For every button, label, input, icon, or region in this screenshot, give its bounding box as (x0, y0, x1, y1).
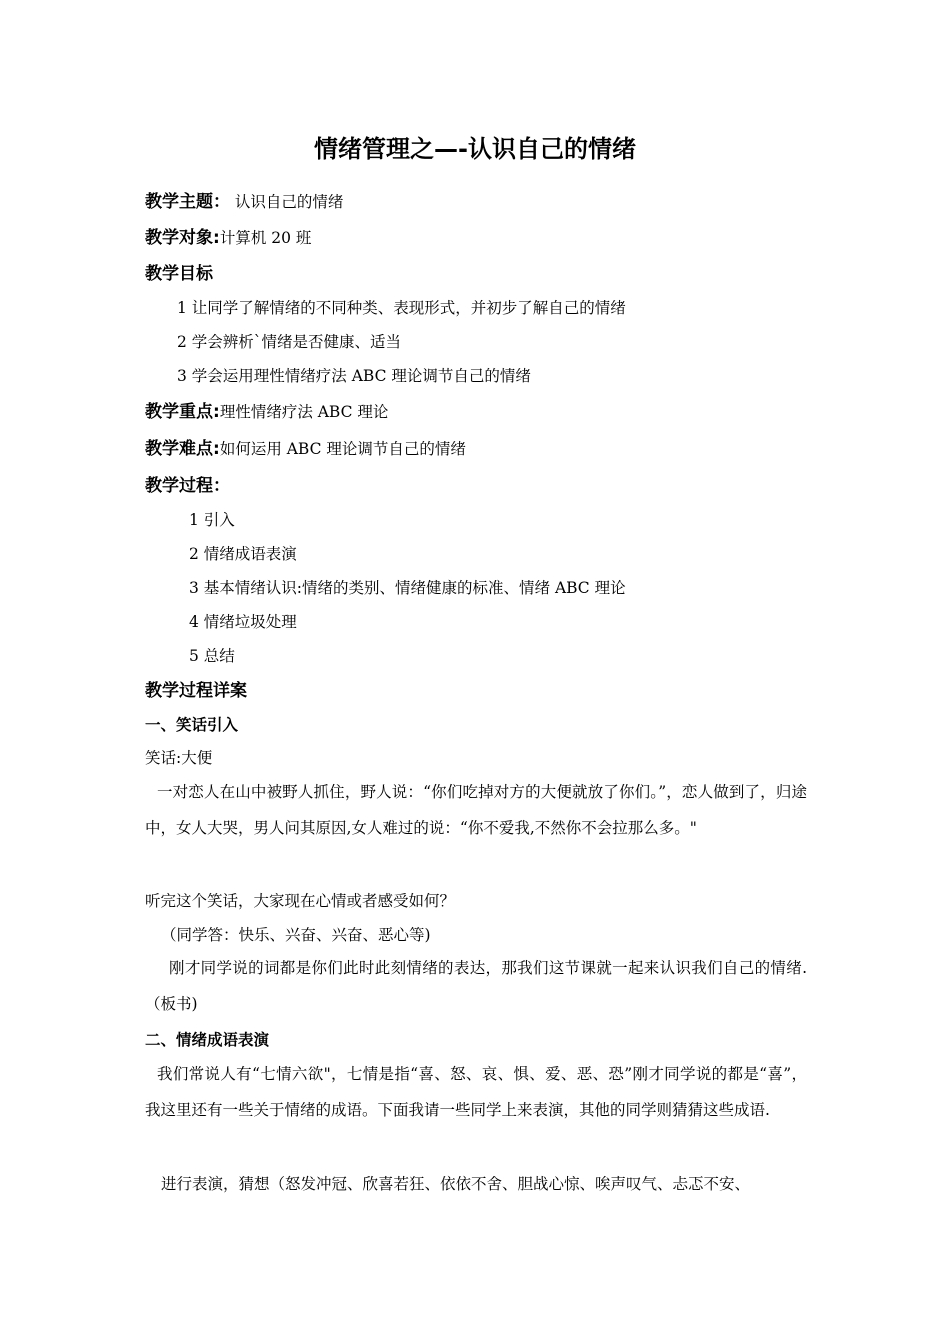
objective-item: 3 学会运用理性情绪疗法 ABC 理论调节自己的情绪 (177, 367, 531, 385)
process-item: 4 情绪垃圾处理 (189, 613, 297, 631)
difficulty-value: 如何运用 ABC 理论调节自己的情绪 (219, 440, 466, 458)
topic-label: 教学主题： (145, 192, 230, 212)
document-title: 情绪管理之—-认识自己的情绪 (314, 135, 636, 163)
process-item: 5 总结 (189, 647, 235, 665)
audience-label: 教学对象: (145, 228, 220, 248)
joke-text: 一对恋人在山中被野人抓住，野人说：“你们吃掉对方的大便就放了你们。”，恋人做到了，归途中，女人大哭，男人问其原因,女人难过的说：“你不爱我,不然你不会拉那么多。" (145, 783, 807, 837)
difficulty-label: 教学难点: (145, 439, 220, 459)
topic-line (145, 190, 343, 214)
key-point-value: 理性情绪疗法 ABC 理论 (219, 403, 389, 421)
detail-heading: 教学过程详案 (145, 681, 247, 701)
section2-heading: 二、情绪成语表演 (145, 1031, 270, 1049)
joke-label: 笑话:大便 (145, 749, 213, 767)
objective-item: 2 学会辨析`情绪是否健康、适当 (177, 333, 402, 351)
key-point-label: 教学重点: (145, 402, 220, 422)
section2-performance: 进行表演，猜想（怒发冲冠、欣喜若狂、依依不舍、胆战心惊、唉声叹气、忐忑不安、 (161, 1175, 751, 1193)
objectives-heading: 教学目标 (145, 264, 213, 284)
process-item: 1 引入 (189, 511, 235, 529)
answer-text: （同学答：快乐、兴奋、兴奋、恶心等) (161, 926, 431, 944)
process-item: 2 情绪成语表演 (189, 545, 297, 563)
topic-value: 认识自己的情绪 (230, 193, 344, 211)
transition-text: 刚才同学说的词都是你们此时此刻情绪的表达，那我们这节课就一起来认识我们自己的情绪.（板书) (145, 959, 807, 1013)
question-text: 听完这个笑话，大家现在心情或者感受如何？ (145, 892, 456, 910)
key-point-line (145, 400, 388, 424)
section2-intro: 我们常说人有“七情六欲"，七情是指“喜、怒、哀、惧、爱、恶、恐”刚才同学说的都是“喜”，我这里还有一些关于情绪的成语。下面我请一些同学上来表演，其他的同学则猜猜这些成语. (145, 1065, 807, 1119)
process-heading: 教学过程： (145, 476, 230, 496)
audience-value: 计算机 20 班 (219, 229, 312, 247)
process-item: 3 基本情绪认识:情绪的类别、情绪健康的标准、情绪 ABC 理论 (189, 579, 626, 597)
section1-heading: 一、笑话引入 (145, 716, 239, 734)
difficulty-line (145, 437, 466, 461)
objective-item: 1 让同学了解情绪的不同种类、表现形式，并初步了解自己的情绪 (177, 299, 626, 317)
audience-line (145, 226, 311, 250)
